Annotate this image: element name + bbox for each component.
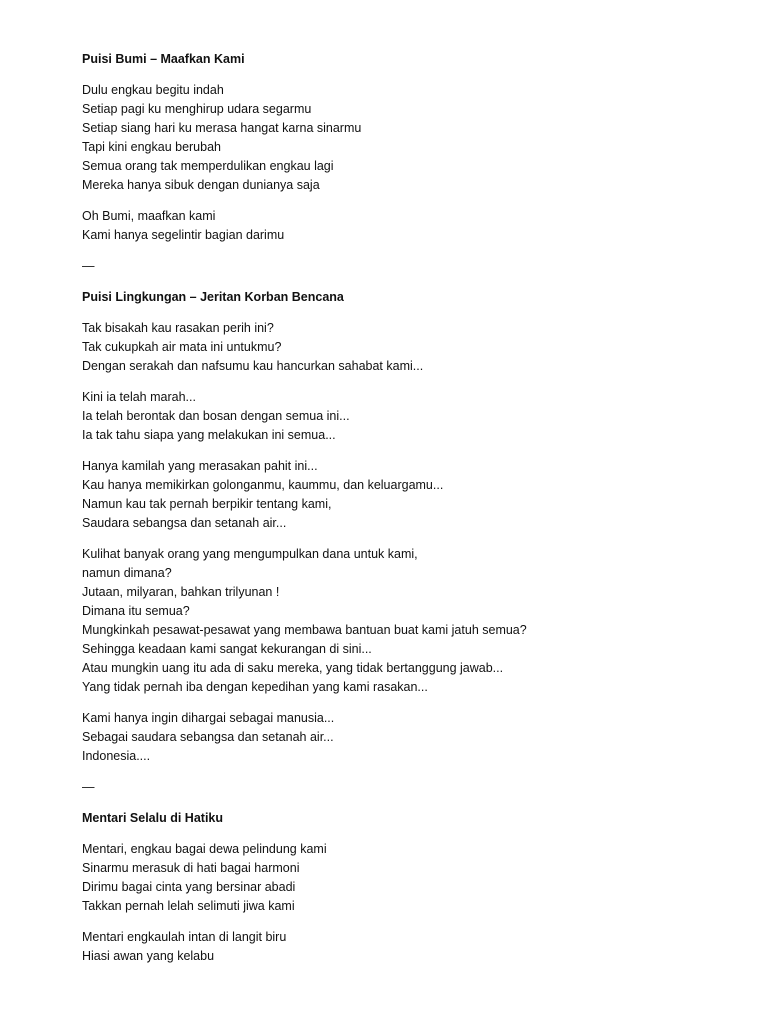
poem-line: Mungkinkah pesawat-pesawat yang membawa bantuan buat kami jatuh semua? bbox=[82, 623, 527, 637]
poem-line: Sehingga keadaan kami sangat kekurangan di sini... bbox=[82, 642, 372, 656]
poem-line: Sebagai saudara sebangsa dan setanah air... bbox=[82, 730, 334, 744]
poem-line: Kau hanya memikirkan golonganmu, kaummu, dan keluargamu... bbox=[82, 478, 444, 492]
poem-stanza bbox=[82, 81, 722, 195]
poem-line: Mentari, engkau bagai dewa pelindung kami bbox=[82, 842, 327, 856]
poem-line: Ia telah berontak dan bosan dengan semua ini... bbox=[82, 409, 350, 423]
section-separator: — bbox=[82, 259, 95, 273]
poem-line: Namun kau tak pernah berpikir tentang kami, bbox=[82, 497, 332, 511]
poem-line: Dulu engkau begitu indah bbox=[82, 83, 224, 97]
poem-line: Tapi kini engkau berubah bbox=[82, 140, 221, 154]
poem-line: Indonesia.... bbox=[82, 749, 151, 763]
poem-line: Tak cukupkah air mata ini untukmu? bbox=[82, 340, 282, 354]
poem-line: Atau mungkin uang itu ada di saku mereka, yang tidak bertanggung jawab... bbox=[82, 661, 504, 675]
poem-title: Puisi Bumi – Maafkan Kami bbox=[82, 52, 245, 66]
poem-line: Jutaan, milyaran, bahkan trilyunan ! bbox=[82, 585, 280, 599]
poem-stanza bbox=[82, 388, 722, 445]
poem-line: Mereka hanya sibuk dengan dunianya saja bbox=[82, 178, 320, 192]
poem-stanza bbox=[82, 545, 722, 697]
poem-line: Kini ia telah marah... bbox=[82, 390, 196, 404]
poem-stanza bbox=[82, 457, 722, 533]
poem-title: Puisi Lingkungan – Jeritan Korban Bencana bbox=[82, 290, 344, 304]
document-page bbox=[82, 50, 722, 978]
poem-title: Mentari Selalu di Hatiku bbox=[82, 811, 224, 825]
poem-stanza bbox=[82, 840, 722, 916]
poem-line: Setiap pagi ku menghirup udara segarmu bbox=[82, 102, 312, 116]
poem-stanza bbox=[82, 319, 722, 376]
poem-line: Dengan serakah dan nafsumu kau hancurkan sahabat kami... bbox=[82, 359, 424, 373]
poem-stanza bbox=[82, 207, 722, 245]
poem-line: Takkan pernah lelah selimuti jiwa kami bbox=[82, 899, 295, 913]
poem-line: Tak bisakah kau rasakan perih ini? bbox=[82, 321, 274, 335]
poem-line: Sinarmu merasuk di hati bagai harmoni bbox=[82, 861, 300, 875]
poem-line: Kami hanya ingin dihargai sebagai manusia... bbox=[82, 711, 335, 725]
section-separator: — bbox=[82, 780, 95, 794]
poem-stanza bbox=[82, 928, 722, 966]
poem-line: Yang tidak pernah iba dengan kepedihan yang kami rasakan... bbox=[82, 680, 428, 694]
poem-line: Dirimu bagai cinta yang bersinar abadi bbox=[82, 880, 296, 894]
poem-line: Dimana itu semua? bbox=[82, 604, 190, 618]
poem-line: Saudara sebangsa dan setanah air... bbox=[82, 516, 287, 530]
poem-line: Ia tak tahu siapa yang melakukan ini semua... bbox=[82, 428, 336, 442]
poem-line: Oh Bumi, maafkan kami bbox=[82, 209, 216, 223]
poem-line: Hiasi awan yang kelabu bbox=[82, 949, 215, 963]
poem-line: Semua orang tak memperdulikan engkau lagi bbox=[82, 159, 334, 173]
poem-line: Kami hanya segelintir bagian darimu bbox=[82, 228, 285, 242]
poem-line: Mentari engkaulah intan di langit biru bbox=[82, 930, 287, 944]
poem-line: namun dimana? bbox=[82, 566, 172, 580]
poem-stanza bbox=[82, 709, 722, 766]
poem-line: Setiap siang hari ku merasa hangat karna sinarmu bbox=[82, 121, 362, 135]
poem-line: Kulihat banyak orang yang mengumpulkan dana untuk kami, bbox=[82, 547, 418, 561]
poem-line: Hanya kamilah yang merasakan pahit ini... bbox=[82, 459, 318, 473]
